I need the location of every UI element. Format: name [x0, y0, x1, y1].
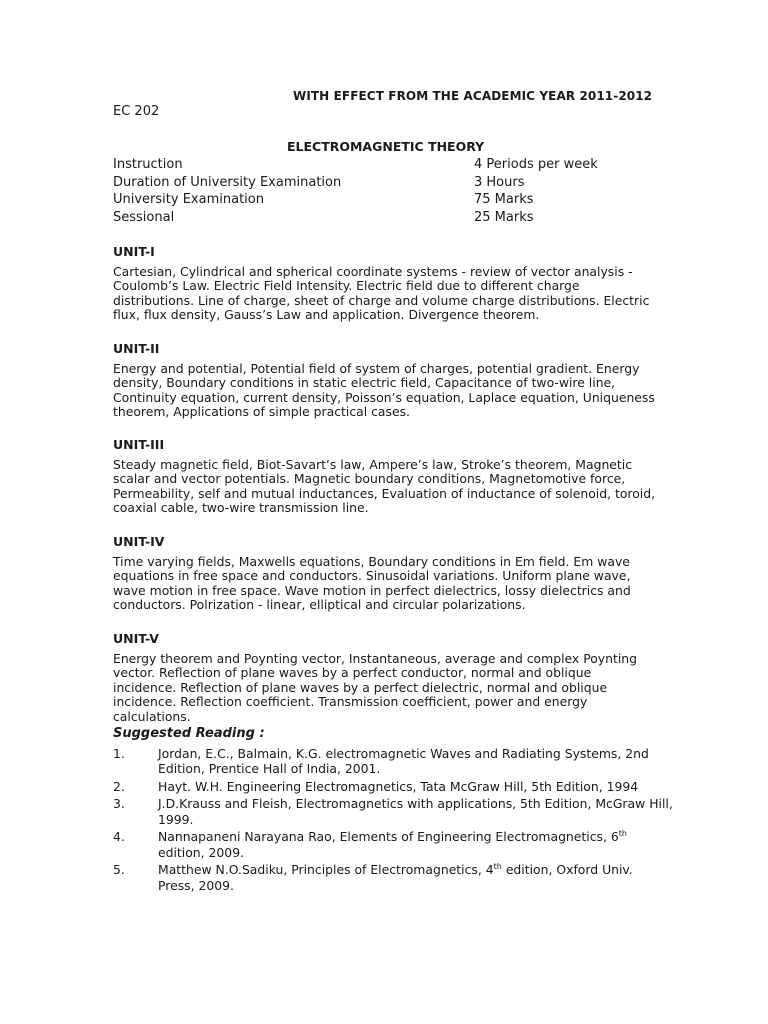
unit-title: UNIT-II — [113, 341, 160, 356]
reference-text: Nannapaneni Narayana Rao, Elements of Engineering Electromagnetics, 6th edition, 2009. — [158, 828, 627, 860]
reference-number: 2. — [113, 778, 125, 794]
exam-row-instruction — [113, 156, 653, 174]
reference-item — [113, 829, 673, 860]
reference-text: Jordan, E.C., Balmain, K.G. electromagnetic Waves and Radiating Systems, 2nd Edition, Prentice Hall of India, 2001. — [158, 745, 649, 776]
unit-title: UNIT-I — [113, 244, 155, 259]
reference-item — [113, 746, 673, 777]
ordinal-superscript: th — [618, 828, 627, 838]
unit-title: UNIT-IV — [113, 534, 165, 549]
suggested-reading-section — [113, 726, 673, 895]
reference-number: 1. — [113, 745, 125, 761]
academic-year-header: WITH EFFECT FROM THE ACADEMIC YEAR 2011-2012 — [293, 89, 653, 103]
unit-body: Time varying fields, Maxwells equations, Boundary conditions in Em field. Em wave equations in free space and conductors. Sinusoidal variations. Uniform plane wave, wave motion in free space. Wave motion in perfect dielectrics, lossy dielectrics and conductors. Polrization - linear, elliptical and circular polarizations. — [113, 553, 631, 613]
suggested-reading-title: Suggested Reading : — [113, 726, 265, 741]
exam-value: 3 Hours — [474, 174, 525, 190]
exam-label: University Examination — [113, 192, 264, 207]
reference-number: 4. — [113, 829, 125, 844]
course-title: ELECTROMAGNETIC THEORY — [287, 139, 485, 154]
exam-value: 75 Marks — [474, 192, 534, 207]
reference-text: J.D.Krauss and Fleish, Electromagnetics with applications, 5th Edition, McGraw Hill, 1999. — [158, 796, 673, 827]
reference-text: Matthew N.O.Sadiku, Principles of Electromagnetics, 4th edition, Oxford Univ. Press, 2009. — [158, 861, 633, 893]
unit-3-section — [113, 438, 658, 516]
unit-5-section — [113, 632, 658, 725]
unit-body: Energy and potential, Potential field of system of charges, potential gradient. Energy density, Boundary conditions in static electric field, Capacitance of two-wire line, Continuity equation, current density, Poisson’s equation, Laplace equation, Uniqueness theorem, Applications of simple practical cases. — [113, 360, 655, 420]
unit-1-section — [113, 245, 658, 323]
exam-value: 4 Periods per week — [474, 157, 598, 172]
exam-label: Instruction — [113, 157, 183, 172]
exam-row-duration — [113, 174, 653, 192]
unit-body: Energy theorem and Poynting vector, Instantaneous, average and complex Poynting vector. Reflection of plane waves by a perfect conductor, normal and oblique incidence. Reflection of plane waves by a perfect dielectric, normal and oblique incidence. Reflection coefficient. Transmission coefficient, power and energy calculations. — [113, 650, 638, 724]
exam-row-university-exam — [113, 191, 653, 209]
exam-scheme-table — [113, 156, 653, 226]
ordinal-superscript: th — [493, 861, 502, 871]
course-code: EC 202 — [113, 104, 160, 119]
unit-4-section — [113, 535, 658, 613]
reference-number: 3. — [113, 796, 125, 811]
unit-title: UNIT-V — [113, 631, 159, 646]
exam-value: 25 Marks — [474, 209, 534, 225]
unit-title: UNIT-III — [113, 437, 165, 452]
unit-body: Steady magnetic field, Biot-Savart’s law, Ampere’s law, Stroke’s theorem, Magnetic scalar and vector potentials. Magnetic boundary conditions, Magnetomotive force, Permeability, self and mutual inductances, Evaluation of inductance of solenoid, toroid, coaxial cable, two-wire transmission line. — [113, 456, 656, 516]
reference-item — [113, 796, 673, 827]
unit-2-section — [113, 342, 658, 420]
exam-label: Sessional — [113, 209, 175, 225]
reference-number: 5. — [113, 862, 125, 877]
reference-item — [113, 862, 673, 893]
exam-label: Duration of University Examination — [113, 174, 342, 190]
reference-item — [113, 779, 673, 795]
unit-body: Cartesian, Cylindrical and spherical coordinate systems - review of vector analysis - Coulomb’s Law. Electric Field Intensity. Electric field due to different charge distributions. Line of charge, sheet of charge and volume charge distributions. Electric flux, flux density, Gauss’s Law and application. Divergence theorem. — [113, 263, 650, 323]
exam-row-sessional — [113, 209, 653, 227]
reference-text: Hayt. W.H. Engineering Electromagnetics, Tata McGraw Hill, 5th Edition, 1994 — [158, 778, 639, 794]
